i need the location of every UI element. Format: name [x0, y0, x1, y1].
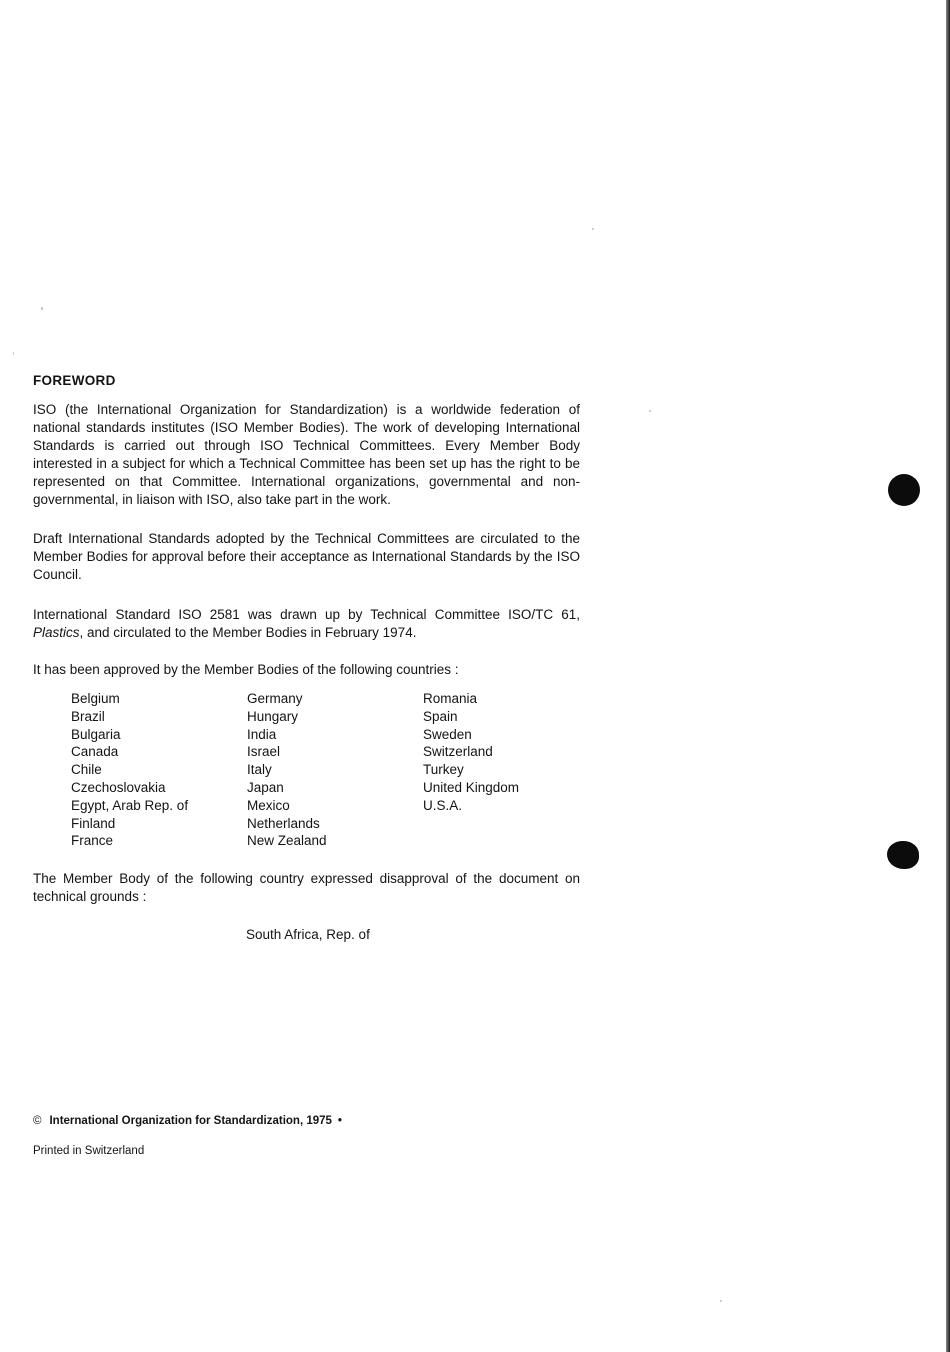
country-item: Finland	[71, 815, 116, 831]
country-item: France	[71, 833, 114, 849]
country-item: Brazil	[71, 708, 105, 724]
paragraph-3-text-a: International Standard ISO 2581 was drawn up by Technical Committee ISO/TC 61,	[33, 607, 580, 622]
approval-intro: It has been approved by the Member Bodies of the following countries :	[33, 662, 459, 677]
countries-column-2	[247, 690, 423, 850]
country-item: Romania	[423, 691, 478, 706]
approving-countries-list	[71, 690, 583, 850]
country-item: Japan	[247, 779, 284, 795]
punch-hole-mark	[887, 841, 919, 869]
foreword-paragraph-2: Draft International Standards adopted by the Technical Committees are circulated to the Member Bodies for approval before their acceptance as International Standards by the ISO Council.	[33, 531, 580, 582]
country-item: New Zealand	[247, 833, 327, 849]
country-item: Czechoslovakia	[71, 779, 166, 795]
country-item: Belgium	[71, 691, 120, 706]
country-item: Switzerland	[423, 744, 493, 760]
disapproving-country: South Africa, Rep. of	[246, 927, 370, 942]
foreword-paragraph-1: ISO (the International Organization for Standardization) is a worldwide federation of national standards institutes (ISO Member Bodies). The work of developing International Standards is carried out through ISO Technical Committees. Every Member Body interested in a subject for which a Technical Committee has been set up has the right to be represented on that Committee. International organizations, governmental and non-governmental, in liaison with ISO, also take part in the work.	[33, 402, 580, 507]
scan-speck	[41, 307, 43, 310]
scan-speck	[649, 410, 651, 412]
country-item: India	[247, 726, 277, 742]
copyright-text: International Organization for Standardization, 1975	[49, 1115, 332, 1127]
country-item: United Kingdom	[423, 779, 520, 795]
copyright-symbol: ©	[33, 1115, 42, 1127]
committee-title-plastics: Plastics	[33, 624, 80, 640]
countries-column-3	[423, 690, 583, 850]
foreword-heading: FOREWORD	[33, 373, 116, 388]
country-item: Netherlands	[247, 815, 320, 831]
scan-speck	[592, 228, 594, 230]
paragraph-3-text-b: , and circulated to the Member Bodies in February 1974.	[79, 624, 417, 640]
scan-speck	[13, 352, 14, 355]
country-item: Sweden	[423, 726, 472, 742]
country-item: Hungary	[247, 708, 299, 724]
country-item: Canada	[71, 744, 119, 760]
country-item: Mexico	[247, 797, 290, 813]
country-item: Israel	[247, 744, 281, 760]
country-item: Italy	[247, 762, 272, 778]
country-item: Spain	[423, 708, 458, 724]
printed-in-line: Printed in Switzerland	[33, 1145, 145, 1157]
country-item: Germany	[247, 691, 303, 706]
country-item: Chile	[71, 762, 102, 778]
punch-hole-mark	[888, 474, 920, 506]
country-item: U.S.A.	[423, 797, 463, 813]
countries-column-1	[71, 690, 247, 850]
disapproval-intro: The Member Body of the following country expressed disapproval of the document on technical grounds :	[33, 871, 580, 904]
copyright-line	[33, 1115, 342, 1127]
bullet-icon: •	[337, 1115, 342, 1127]
country-item: Bulgaria	[71, 726, 121, 742]
foreword-paragraph-3	[33, 606, 580, 642]
country-item: Turkey	[423, 762, 464, 778]
scan-edge-shadow	[946, 0, 950, 1352]
country-item: Egypt, Arab Rep. of	[71, 797, 189, 813]
scan-speck	[720, 1300, 722, 1302]
